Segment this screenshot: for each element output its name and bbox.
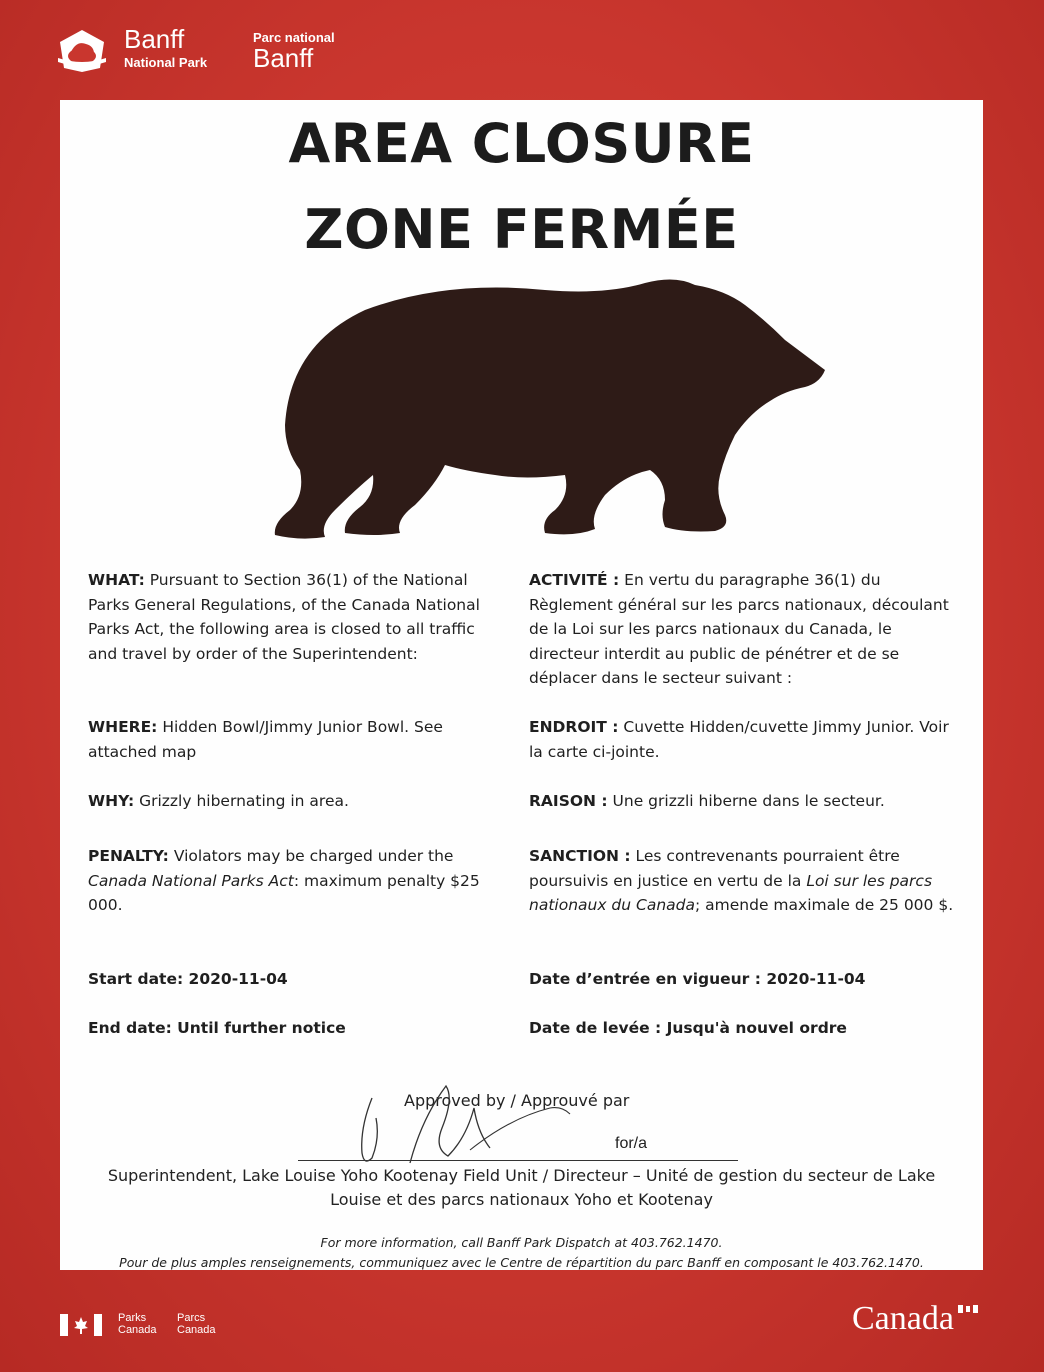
more-info-english: For more information, call Banff Park Dispatch at 403.762.1470. [320,1235,723,1250]
start-date-en-text: Start date: 2020-11-04 [88,970,288,988]
grizzly-bear-silhouette-icon [245,275,825,545]
park-label-en: National Park [124,55,208,70]
sanction-text-1: Les contrevenants pourraient être poursuivis en justice en vertu de la [529,847,900,890]
handwritten-signature [350,1078,580,1173]
parks-en-line2: Canada [118,1324,157,1336]
penalty-text-2: : maximum penalty $25 000. [88,871,480,914]
what-text: Pursuant to Section 36(1) of the National Parks General Regulations, of the Canada National Parks Act, the following area is closed to all traffic and travel by order of the Superintendent: [88,571,480,663]
what-section [88,568,508,666]
why-text: Grizzly hibernating in area. [139,792,349,810]
penalty-act: Canada National Parks Act [88,871,294,890]
end-date-fr-text: Date de levée : Jusqu'à nouvel ordre [529,1019,847,1037]
where-section [88,715,508,764]
superintendent-title: Superintendent, Lake Louise Yoho Kootenay Field Unit / Directeur – Unité de gestion du secteur de Lake Louise et des parcs nationaux Yoho et Kootenay [107,1166,936,1209]
activite-section [529,568,959,691]
where-text: Hidden Bowl/Jimmy Junior Bowl. See attached map [88,718,443,761]
why-label: WHY: [88,792,135,810]
parcs-fr-line2: Canada [177,1324,216,1336]
parcs-canada-fr [177,1312,216,1336]
wordmark-flag-icon [958,1305,978,1313]
start-date-fr-text: Date d’entrée en vigueur : 2020-11-04 [529,970,866,988]
where-label: WHERE: [88,718,158,736]
penalty-section [88,844,508,918]
title-french: ZONE FERMÉE [304,198,739,261]
park-label-fr: Parc national [253,30,335,45]
park-name-en: Banff [124,24,185,54]
endroit-text: Cuvette Hidden/cuvette Jimmy Junior. Voir la carte ci-jointe. [529,718,949,761]
sanction-text-2: ; amende maximale de 25 000 $. [695,896,954,914]
start-date-fr [529,967,959,992]
approved-by: Approved by / Approuvé par [404,1091,630,1110]
park-name-english [124,26,207,70]
end-date-en [88,1016,508,1041]
endroit-section [529,715,959,764]
parks-canada-en [118,1312,157,1336]
canada-flag-icon [60,1314,102,1336]
start-date-en [88,967,508,992]
signature-line [298,1160,738,1161]
endroit-label: ENDROIT : [529,718,619,736]
raison-section [529,789,959,814]
why-section [88,789,508,814]
raison-label: RAISON : [529,792,608,810]
sanction-section [529,844,959,918]
park-name-fr: Banff [253,43,314,73]
what-label: WHAT: [88,571,145,589]
parks-en-line1: Parks [118,1312,147,1324]
end-date-fr [529,1016,959,1041]
sanction-label: SANCTION : [529,847,631,865]
raison-text: Une grizzli hiberne dans le secteur. [612,792,885,810]
park-name-french [253,30,335,71]
parcs-fr-line1: Parcs [177,1312,206,1324]
notice-sheet [60,100,983,1270]
for-a-label: for/a [615,1135,648,1152]
sanction-loi: Loi sur les parcs nationaux du Canada [529,871,933,914]
activite-text: En vertu du paragraphe 36(1) du Règlement général sur les parcs nationaux, découlant de la Loi sur les parcs nationaux du Canada, le directeur interdit au public de pénétrer et de se déplacer dans le secteur suivant : [529,571,949,687]
penalty-label: PENALTY: [88,847,169,865]
parks-canada-beaver-logo-icon [56,28,108,74]
canada-wordmark: Canada [852,1300,954,1337]
end-date-en-text: End date: Until further notice [88,1019,346,1037]
activite-label: ACTIVITÉ : [529,571,620,589]
title-english: AREA CLOSURE [288,112,755,175]
more-info-french: Pour de plus amples renseignements, communiquez avec le Centre de répartition du parc Banff en composant le 403.762.1470. [119,1255,924,1270]
penalty-text-1: Violators may be charged under the [173,847,454,865]
